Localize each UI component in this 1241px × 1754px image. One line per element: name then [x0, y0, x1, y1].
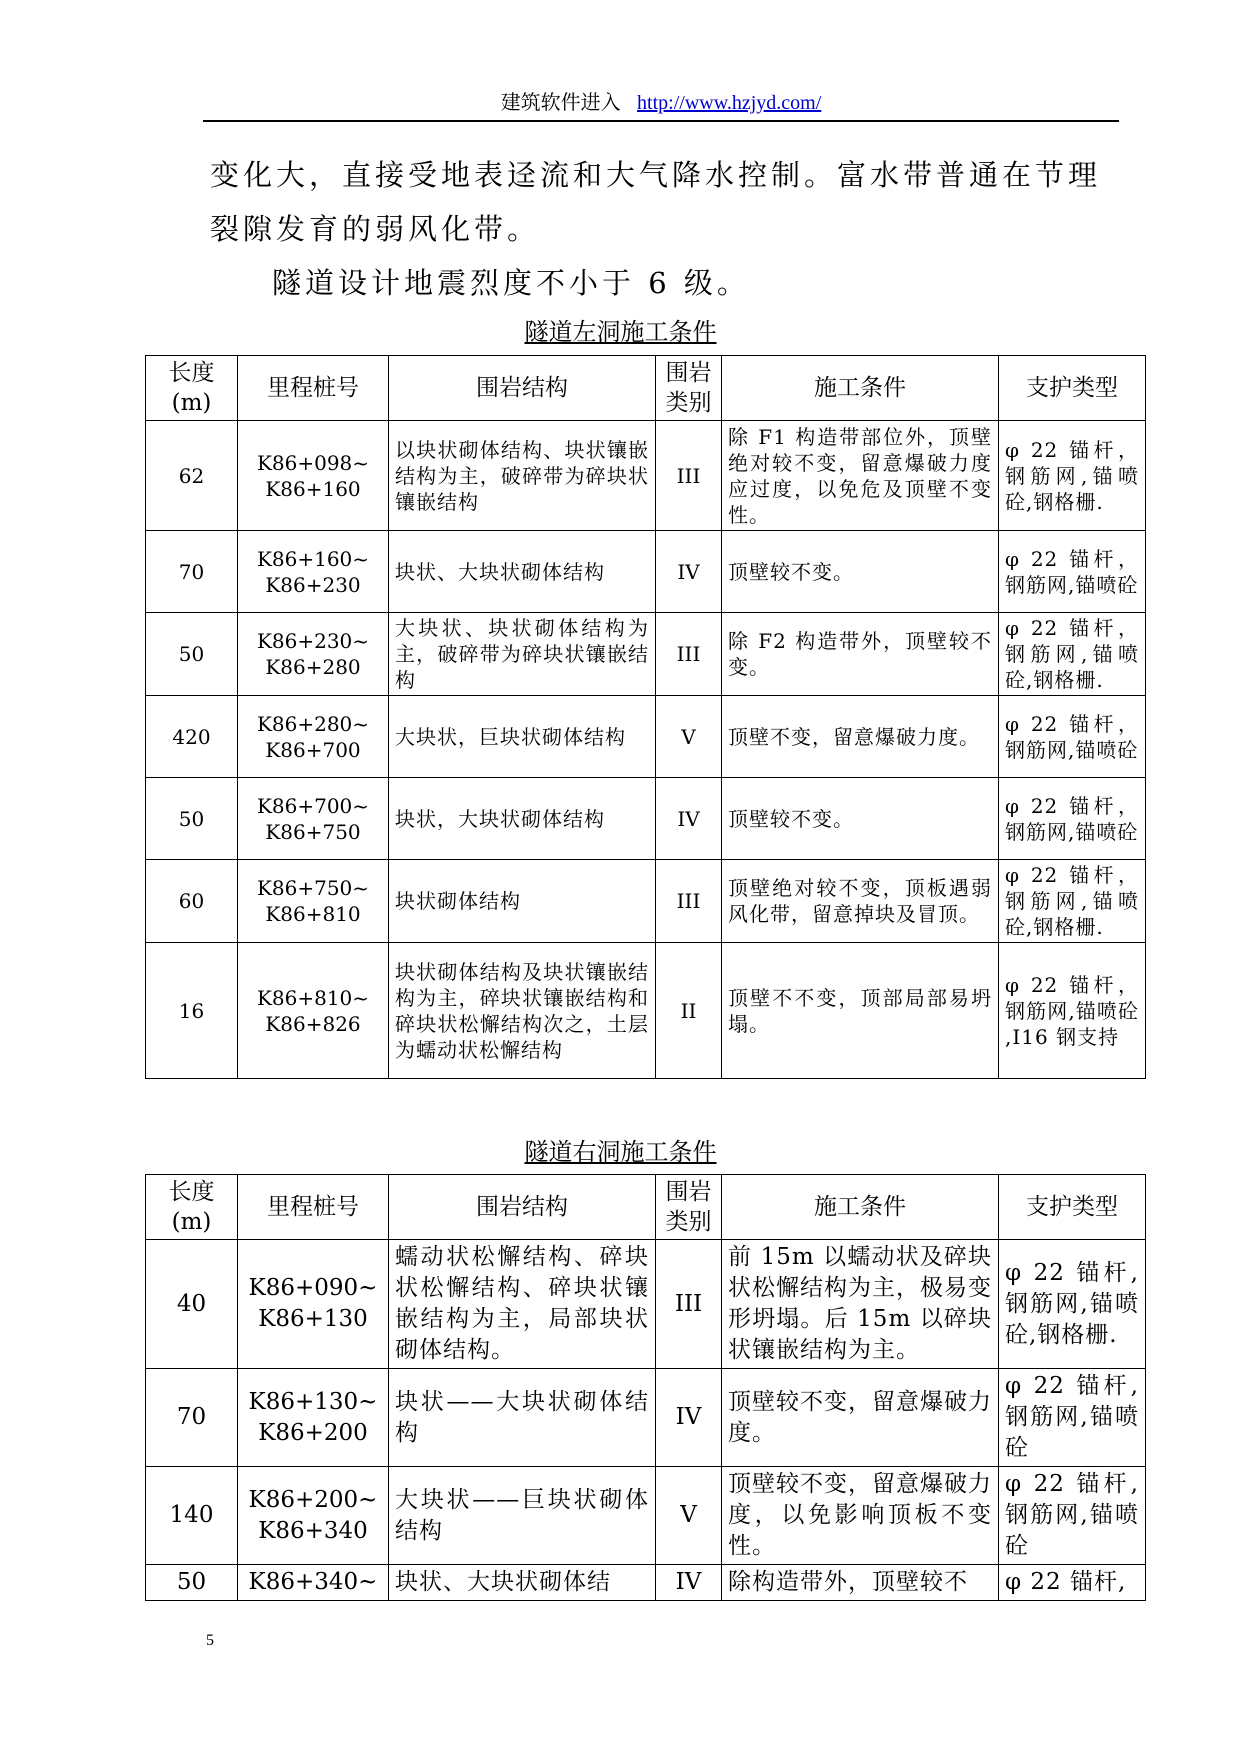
column-header: 施工条件	[722, 356, 999, 421]
column-header: 围岩类别	[656, 1175, 722, 1240]
table-row	[146, 943, 1146, 1079]
cell-rock-class: III	[656, 613, 722, 696]
cell-length: 62	[146, 421, 238, 531]
cell-length: 70	[146, 531, 238, 613]
cell-length: 70	[146, 1369, 238, 1467]
cell-length: 40	[146, 1240, 238, 1369]
table-header-row	[146, 1175, 1146, 1240]
cell-rock-structure: 大块状、块状砌体结构为主，破碎带为碎块状镶嵌结构	[389, 613, 656, 696]
cell-length: 50	[146, 613, 238, 696]
cell-rock-class: III	[656, 421, 722, 531]
column-header: 长度(m)	[146, 356, 238, 421]
header-label: 建筑软件进入	[500, 90, 621, 114]
column-header: 里程桩号	[238, 356, 389, 421]
cell-chainage: K86+230~ K86+280	[238, 613, 389, 696]
cell-chainage: K86+160~ K86+230	[238, 531, 389, 613]
cell-support: φ 22 锚杆，钢筋网,锚喷砼	[999, 531, 1146, 613]
table-row	[146, 778, 1146, 860]
column-header: 里程桩号	[238, 1175, 389, 1240]
table-caption-left: 隧道左洞施工条件	[524, 318, 717, 346]
cell-rock-structure: 块状，大块状砌体结构	[389, 778, 656, 860]
table-row	[146, 1369, 1146, 1467]
cell-chainage: K86+750~ K86+810	[238, 860, 389, 943]
cell-conditions: 前 15m 以蠕动状及碎块状松懈结构为主，极易变形坍塌。后 15m 以碎块状镶嵌结构为主。	[722, 1240, 999, 1369]
cell-support: φ 22 锚杆,钢筋网,锚喷砼,钢格栅.	[999, 1240, 1146, 1369]
cell-rock-class: V	[656, 696, 722, 778]
cell-conditions: 顶壁较不变，留意爆破力度，以免影响顶板不变性。	[722, 1467, 999, 1565]
cell-length: 50	[146, 778, 238, 860]
table-caption-right: 隧道右洞施工条件	[524, 1138, 717, 1166]
cell-chainage: K86+090~ K86+130	[238, 1240, 389, 1369]
cell-rock-structure: 块状、大块状砌体结	[389, 1565, 656, 1601]
page-number: 5	[206, 1632, 214, 1649]
cell-conditions: 顶壁较不变，留意爆破力度。	[722, 1369, 999, 1467]
cell-conditions: 顶壁较不变。	[722, 531, 999, 613]
table-row	[146, 613, 1146, 696]
column-header: 支护类型	[999, 356, 1146, 421]
cell-conditions: 顶壁不不变，顶部局部易坍塌。	[722, 943, 999, 1079]
cell-support: φ 22 锚杆,	[999, 1565, 1146, 1601]
cell-chainage: K86+098~ K86+160	[238, 421, 389, 531]
cell-support: φ 22 锚杆，钢筋网,锚喷砼 ,I16 钢支持	[999, 943, 1146, 1079]
header-link[interactable]: http://www.hzjyd.com/	[637, 92, 822, 114]
body-paragraph: 隧道设计地震烈度不小于 6 级。	[272, 266, 750, 300]
cell-rock-structure: 大块状——巨块状砌体结构	[389, 1467, 656, 1565]
column-header: 围岩结构	[389, 1175, 656, 1240]
cell-rock-structure: 块状、大块状砌体结构	[389, 531, 656, 613]
cell-rock-structure: 大块状，巨块状砌体结构	[389, 696, 656, 778]
table-row	[146, 696, 1146, 778]
column-header: 围岩类别	[656, 356, 722, 421]
cell-rock-structure: 块状砌体结构及块状镶嵌结构为主，碎块状镶嵌结构和碎块状松懈结构次之，土层为蠕动状松懈结构	[389, 943, 656, 1079]
page-header	[203, 86, 1119, 122]
right-tunnel-table	[145, 1174, 1146, 1601]
cell-length: 420	[146, 696, 238, 778]
table-row	[146, 531, 1146, 613]
table-row	[146, 860, 1146, 943]
cell-length: 50	[146, 1565, 238, 1601]
cell-conditions: 顶壁绝对较不变，顶板遇弱风化带，留意掉块及冒顶。	[722, 860, 999, 943]
cell-rock-class: IV	[656, 1565, 722, 1601]
cell-rock-class: IV	[656, 1369, 722, 1467]
cell-length: 16	[146, 943, 238, 1079]
cell-rock-structure: 蠕动状松懈结构、碎块状松懈结构、碎块状镶嵌结构为主，局部块状砌体结构。	[389, 1240, 656, 1369]
cell-rock-class: IV	[656, 778, 722, 860]
cell-conditions: 除 F2 构造带外，顶壁较不变。	[722, 613, 999, 696]
left-tunnel-table	[145, 355, 1146, 1079]
cell-support: φ 22 锚杆，钢筋网,锚喷砼,钢格栅.	[999, 421, 1146, 531]
cell-conditions: 除 F1 构造带部位外，顶壁绝对较不变，留意爆破力度应过度，以免危及顶壁不变性。	[722, 421, 999, 531]
cell-chainage: K86+200~ K86+340	[238, 1467, 389, 1565]
cell-rock-class: V	[656, 1467, 722, 1565]
table-row	[146, 1467, 1146, 1565]
cell-support: φ 22 锚杆,钢筋网,锚喷砼	[999, 1369, 1146, 1467]
cell-rock-class: III	[656, 1240, 722, 1369]
cell-rock-class: II	[656, 943, 722, 1079]
cell-conditions: 除构造带外，顶壁较不	[722, 1565, 999, 1601]
cell-chainage: K86+700~ K86+750	[238, 778, 389, 860]
cell-chainage: K86+340~	[238, 1565, 389, 1601]
cell-support: φ 22 锚杆，钢筋网,锚喷砼,钢格栅.	[999, 613, 1146, 696]
table-header-row	[146, 356, 1146, 421]
cell-rock-class: IV	[656, 531, 722, 613]
cell-chainage: K86+280~ K86+700	[238, 696, 389, 778]
body-paragraph: 变化大，直接受地表迳流和大气降水控制。富水带普通在节理裂隙发育的弱风化带。	[210, 158, 1102, 246]
cell-chainage: K86+810~ K86+826	[238, 943, 389, 1079]
cell-rock-structure: 以块状砌体结构、块状镶嵌结构为主，破碎带为碎块状镶嵌结构	[389, 421, 656, 531]
cell-rock-structure: 块状砌体结构	[389, 860, 656, 943]
cell-conditions: 顶壁不变，留意爆破力度。	[722, 696, 999, 778]
column-header: 施工条件	[722, 1175, 999, 1240]
column-header: 围岩结构	[389, 356, 656, 421]
column-header: 支护类型	[999, 1175, 1146, 1240]
cell-rock-structure: 块状——大块状砌体结构	[389, 1369, 656, 1467]
cell-rock-class: III	[656, 860, 722, 943]
cell-support: φ 22 锚杆，钢筋网,锚喷砼	[999, 696, 1146, 778]
cell-support: φ 22 锚杆，钢筋网,锚喷砼	[999, 778, 1146, 860]
cell-support: φ 22 锚杆,钢筋网,锚喷砼	[999, 1467, 1146, 1565]
table-row	[146, 1240, 1146, 1369]
cell-length: 140	[146, 1467, 238, 1565]
table-row	[146, 1565, 1146, 1601]
column-header: 长度(m)	[146, 1175, 238, 1240]
cell-chainage: K86+130~ K86+200	[238, 1369, 389, 1467]
cell-length: 60	[146, 860, 238, 943]
cell-conditions: 顶壁较不变。	[722, 778, 999, 860]
table-row	[146, 421, 1146, 531]
cell-support: φ 22 锚杆，钢筋网,锚喷砼,钢格栅.	[999, 860, 1146, 943]
